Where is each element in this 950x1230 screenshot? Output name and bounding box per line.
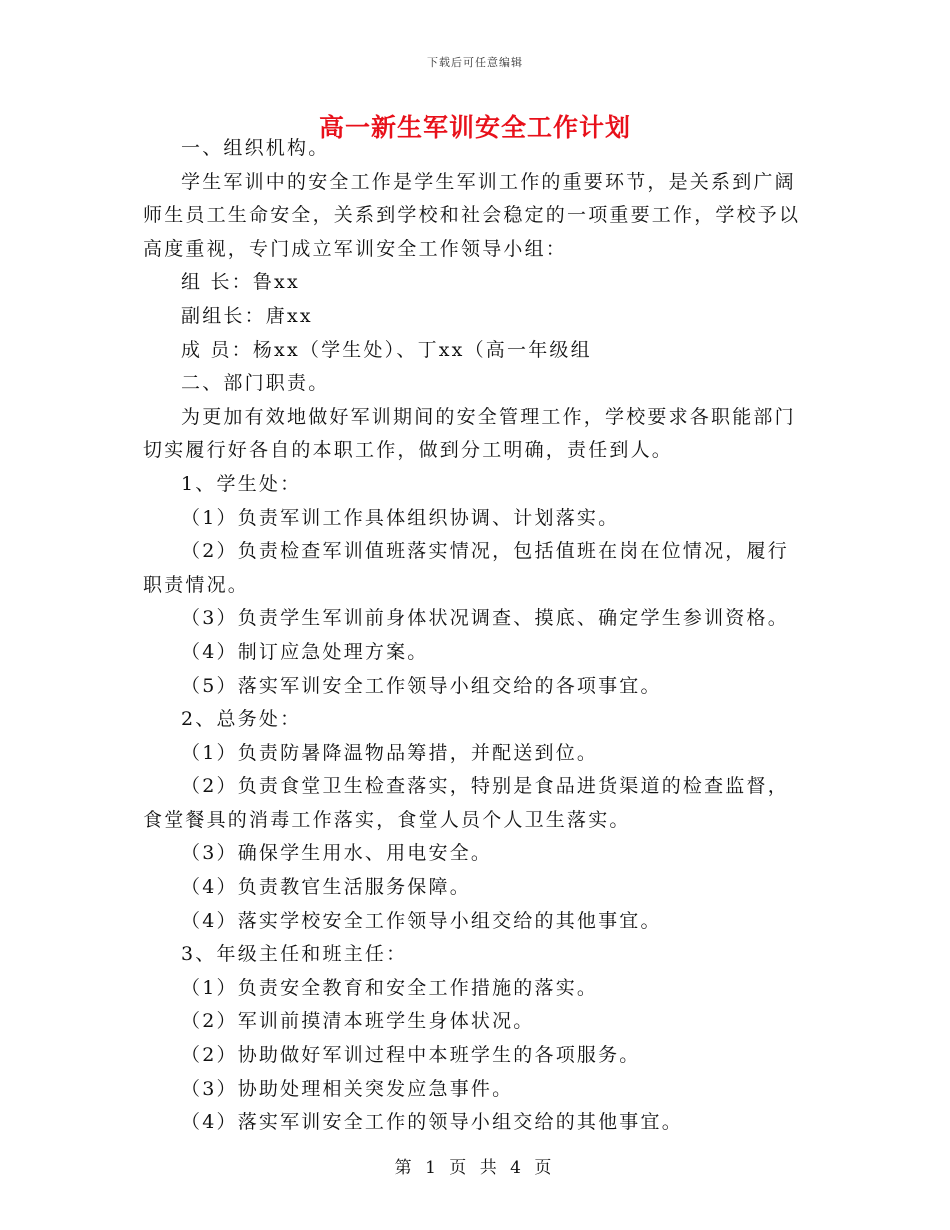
subheading-general-affairs: 2、总务处： bbox=[181, 708, 302, 731]
list-item: （4）落实军训安全工作的领导小组交给的其他事宜。 bbox=[181, 1111, 683, 1134]
list-item: （1）负责防暑降温物品筹措，并配送到位。 bbox=[181, 741, 599, 764]
document-title: 高一新生军训安全工作计划 bbox=[318, 113, 631, 142]
list-item: （2）负责食堂卫生检查落实，特别是食品进货渠道的检查监督，食堂餐具的消毒工作落实，食堂人员个人卫生落实。 bbox=[143, 775, 789, 831]
subheading-student-office: 1、学生处： bbox=[181, 472, 302, 495]
list-item: （3）协助处理相关突发应急事件。 bbox=[181, 1077, 514, 1100]
header-note: 下载后可任意编辑 bbox=[427, 56, 523, 69]
list-item: （2）协助做好军训过程中本班学生的各项服务。 bbox=[181, 1044, 641, 1067]
list-item: （4）负责教官生活服务保障。 bbox=[181, 876, 471, 899]
paragraph-intro: 学生军训中的安全工作是学生军训工作的重要环节，是关系到广阔师生员工生命安全，关系到学校和社会稳定的一项重要工作，学校予以高度重视，专门成立军训安全工作领导小组： bbox=[143, 170, 801, 260]
list-item: （3）负责学生军训前身体状况调查、摸底、确定学生参训资格。 bbox=[181, 607, 789, 630]
list-item: （1）负责军训工作具体组织协调、计划落实。 bbox=[181, 506, 620, 529]
members-line: 成 员：杨xx（学生处）、丁xx（高一年级组 bbox=[181, 338, 592, 361]
list-item: （2）负责检查军训值班落实情况，包括值班在岗在位情况，履行职责情况。 bbox=[143, 540, 789, 596]
list-item: （1）负责安全教育和安全工作措施的落实。 bbox=[181, 976, 599, 999]
section-heading-duties: 二、部门职责。 bbox=[181, 372, 330, 395]
list-item: （4）落实学校安全工作领导小组交给的其他事宜。 bbox=[181, 909, 662, 932]
leader-line: 组 长：鲁xx bbox=[181, 271, 300, 294]
page-number-footer: 第 1 页 共 4 页 bbox=[394, 1158, 556, 1178]
deputy-leader-line: 副组长：唐xx bbox=[181, 304, 313, 327]
list-item: （4）制订应急处理方案。 bbox=[181, 640, 429, 663]
list-item: （2）军训前摸清本班学生身体状况。 bbox=[181, 1010, 535, 1033]
list-item: （3）确保学生用水、用电安全。 bbox=[181, 842, 493, 865]
list-item: （5）落实军训安全工作领导小组交给的各项事宜。 bbox=[181, 674, 662, 697]
subheading-grade-teachers: 3、年级主任和班主任： bbox=[181, 943, 408, 966]
document-body bbox=[143, 132, 807, 1140]
section-heading-organization: 一、组织机构。 bbox=[181, 137, 330, 159]
paragraph-duties-intro: 为更加有效地做好军训期间的安全管理工作，学校要求各职能部门切实履行好各自的本职工作，做到分工明确，责任到人。 bbox=[143, 405, 796, 462]
